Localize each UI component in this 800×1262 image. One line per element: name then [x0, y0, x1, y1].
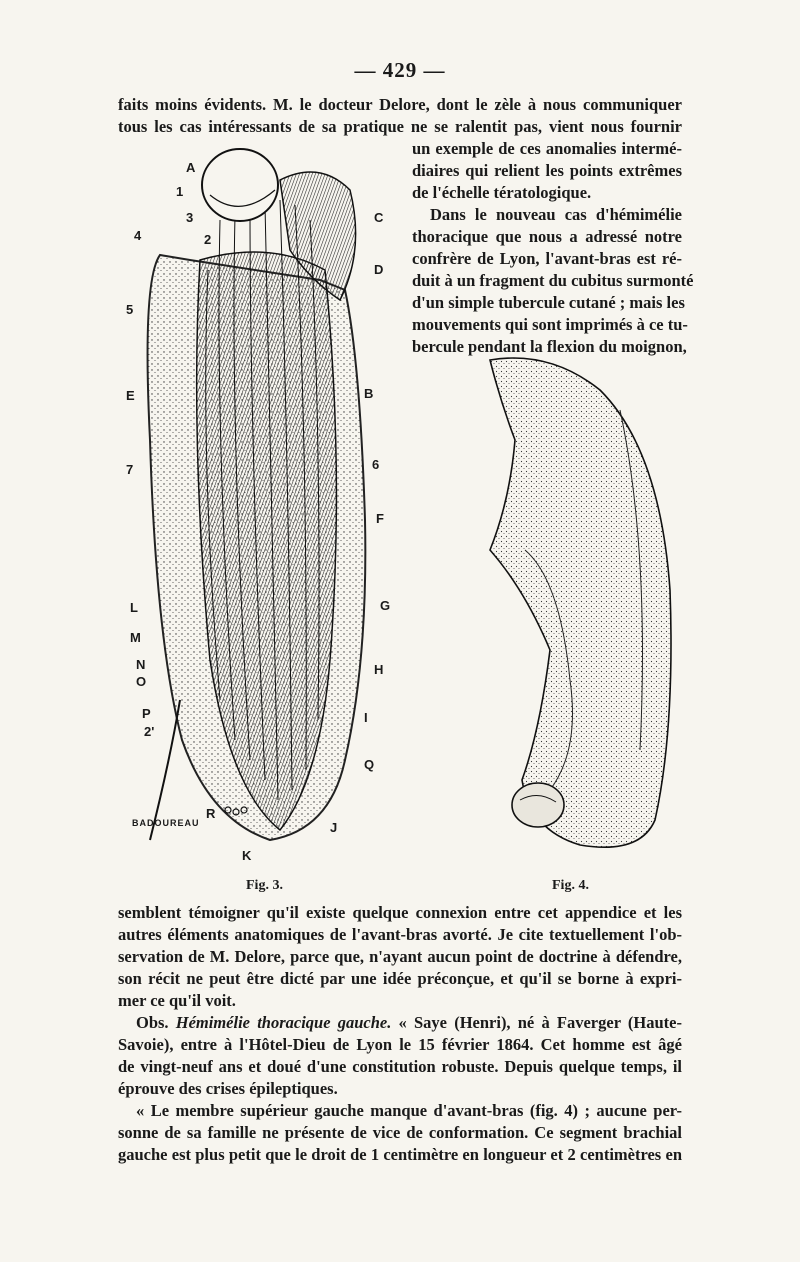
- text-line-top-2: tous les cas intéressants de sa pratique ne se ralentit pas, vient nous fournir: [118, 117, 682, 136]
- obs-lead: Obs.: [136, 1013, 169, 1032]
- fig3-caption: Fig. 3.: [246, 878, 283, 893]
- column-line-8: d'un simple tubercule cutané ; mais les: [412, 293, 685, 312]
- fig3-label-F: F: [376, 511, 384, 526]
- column-line-1: un exemple de ces anomalies intermé-: [412, 139, 682, 158]
- obs-line-1: [136, 1012, 682, 1034]
- fig3-label-N: N: [136, 657, 146, 672]
- fig3-label-L: L: [130, 600, 138, 615]
- fig3-label-O: O: [136, 674, 147, 689]
- column-line-4: Dans le nouveau cas d'hémimélie: [430, 205, 682, 224]
- figure-3-engraving: [120, 140, 400, 870]
- column-line-10: bercule pendant la flexion du moignon,: [412, 337, 687, 356]
- column-line-3: de l'échelle tératologique.: [412, 183, 592, 202]
- quote-line-1: « Le membre supérieur gauche manque d'avant-bras (fig. 4) ; aucune per-: [136, 1101, 682, 1120]
- page-number: — 429 —: [354, 58, 446, 82]
- text-line-bottom-2: autres éléments anatomiques de l'avant-bras avorté. Je cite textuellement l'ob-: [118, 925, 682, 944]
- fig3-label-M: M: [130, 630, 141, 645]
- column-line-9: mouvements qui sont imprimés à ce tu-: [412, 315, 688, 334]
- fig3-label-5: 5: [126, 302, 134, 317]
- fig3-label-C: C: [374, 210, 384, 225]
- fig3-label-Q: Q: [364, 757, 375, 772]
- fig3-engraver-signature: BADOUREAU: [132, 818, 200, 828]
- fig3-label-I: I: [364, 710, 368, 725]
- text-line-bottom-3: servation de M. Delore, parce que, n'ayant aucun point de doctrine à défendre,: [118, 947, 682, 966]
- fig3-label-B: B: [364, 386, 374, 401]
- obs-line-4: éprouve des crises épileptiques.: [118, 1079, 338, 1098]
- obs-rest: « Saye (Henri), né à Faverger (Haute-: [391, 1013, 682, 1032]
- text-line-bottom-4: son récit ne peut être dicté par une idée préconçue, et qu'il se borne à expri-: [118, 969, 682, 988]
- fig4-caption: Fig. 4.: [552, 878, 589, 893]
- fig3-label-D: D: [374, 262, 384, 277]
- column-line-5: thoracique que nous a adressé notre: [412, 227, 682, 246]
- quote-line-2: sonne de sa famille ne présente de vice de conformation. Ce segment brachial: [118, 1123, 682, 1142]
- column-line-6: confrère de Lyon, l'avant-bras est ré-: [412, 249, 682, 268]
- text-line-top-1: faits moins évidents. M. le docteur Delore, dont le zèle à nous communiquer: [118, 95, 682, 114]
- fig3-label-R: R: [206, 806, 216, 821]
- fig3-label-3: 3: [186, 210, 194, 225]
- fig3-label-1: 1: [176, 184, 184, 199]
- fig3-label-7: 7: [126, 462, 134, 477]
- fig3-label-6: 6: [372, 457, 380, 472]
- text-line-bottom-1: semblent témoigner qu'il existe quelque connexion entre cet appendice et les: [118, 903, 682, 922]
- obs-title: Hémimélie thoracique gauche.: [175, 1013, 392, 1032]
- obs-line-3: de vingt-neuf ans et doué d'une constitution robuste. Depuis quelque temps, il: [118, 1057, 682, 1076]
- fig3-label-H: H: [374, 662, 384, 677]
- figure-4-engraving: [470, 350, 690, 870]
- fig3-label-4: 4: [134, 228, 142, 243]
- fig3-label-G: G: [380, 598, 391, 613]
- fig3-label-E: E: [126, 388, 135, 403]
- obs-line-2: Savoie), entre à l'Hôtel-Dieu de Lyon le 15 février 1864. Cet homme est âgé: [118, 1035, 682, 1054]
- text-line-bottom-5: mer ce qu'il voit.: [118, 991, 236, 1010]
- fig3-label-2prime: 2': [144, 724, 155, 739]
- quote-line-3: gauche est plus petit que le droit de 1 centimètre en longueur et 2 centimètres en: [118, 1145, 682, 1164]
- column-line-2: diaires qui relient les points extrêmes: [412, 161, 682, 180]
- fig3-label-2: 2: [204, 232, 212, 247]
- fig3-label-P: P: [142, 706, 151, 721]
- fig3-label-K: K: [242, 848, 252, 863]
- fig3-label-A: A: [186, 160, 196, 175]
- column-line-7: duit à un fragment du cubitus surmonté: [412, 271, 694, 290]
- fig3-label-J: J: [330, 820, 338, 835]
